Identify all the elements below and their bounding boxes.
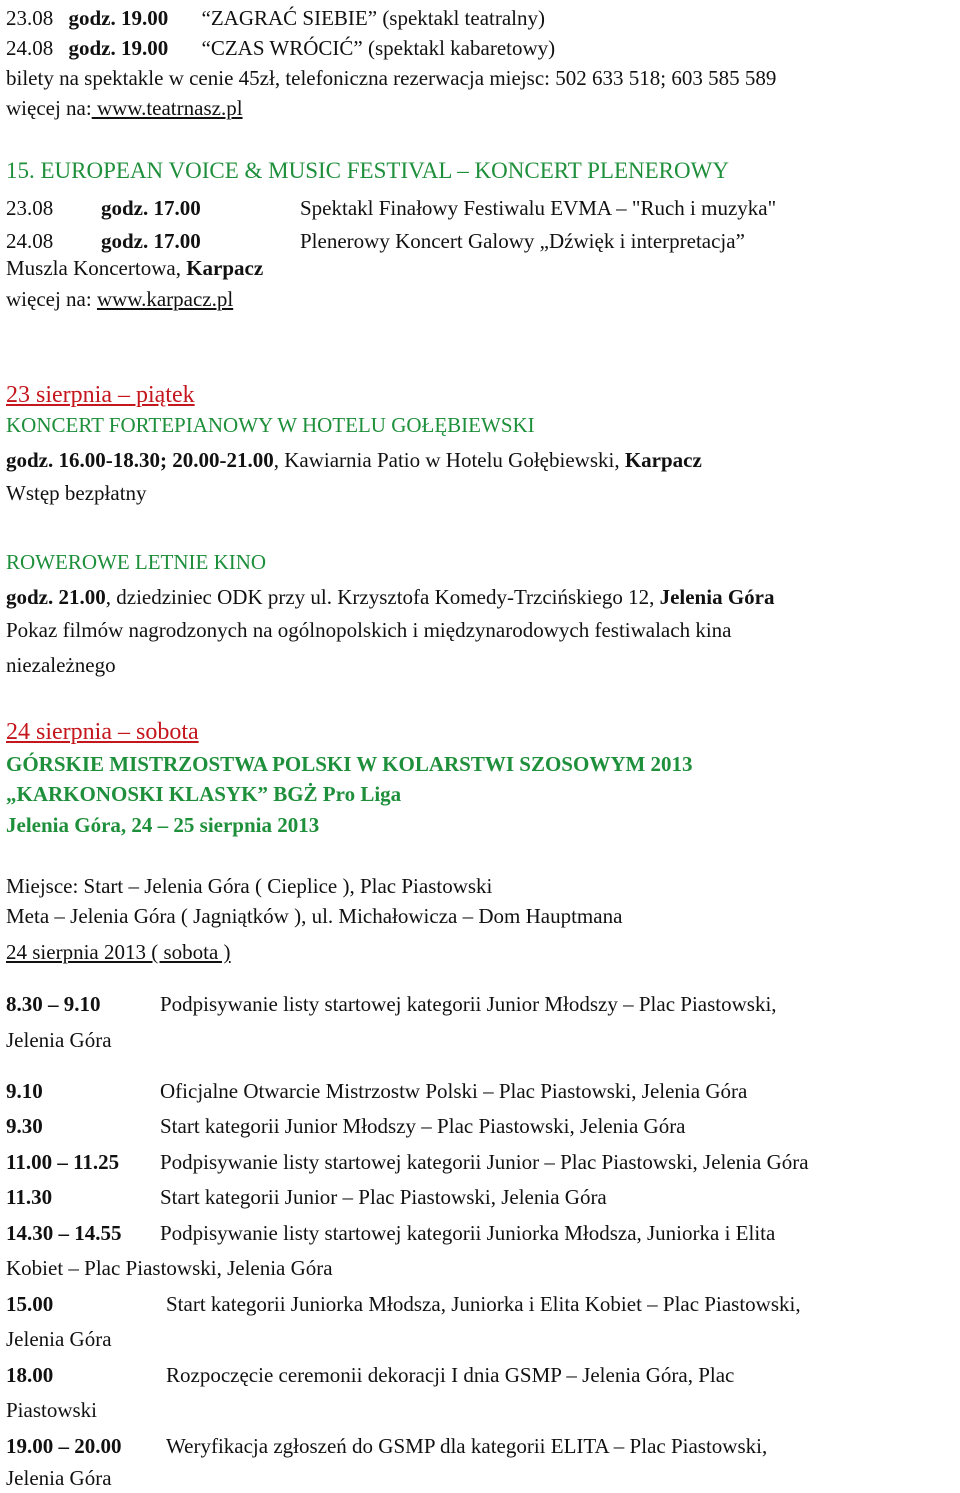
festival-date: 23.08 bbox=[6, 196, 54, 220]
more-label: więcej na: bbox=[6, 287, 97, 311]
schedule-desc: Weryfikacja zgłoszeń do GSMP dla kategorii ELITA – Plac Piastowski, bbox=[166, 1434, 768, 1458]
schedule-desc: Start kategorii Junior Młodszy – Plac Piastowski, Jelenia Góra bbox=[160, 1114, 686, 1138]
schedule-desc-cont: Jelenia Góra bbox=[6, 1327, 112, 1351]
schedule-desc: Rozpoczęcie ceremonii dekoracji I dnia GSMP – Jelenia Góra, Plac bbox=[166, 1363, 735, 1387]
show-time: godz. 19.00 bbox=[68, 6, 169, 30]
festival-venue bbox=[6, 255, 263, 281]
schedule-desc: Podpisywanie listy startowej kategorii Junior – Plac Piastowski, Jelenia Góra bbox=[160, 1150, 809, 1174]
festival-desc: Plenerowy Koncert Galowy „Dźwięk i interpretacja” bbox=[300, 229, 745, 253]
festival-heading: 15. EUROPEAN VOICE & MUSIC FESTIVAL – KONCERT PLENEROWY bbox=[6, 158, 729, 183]
show-row-2 bbox=[6, 35, 555, 61]
venue-name: Muszla Koncertowa, bbox=[6, 256, 187, 280]
schedule-time: 15.00 bbox=[6, 1292, 54, 1316]
show-note: (spektakl kabaretowy) bbox=[367, 36, 556, 60]
concert-entry: Wstęp bezpłatny bbox=[6, 481, 147, 505]
day-24-heading: 24 sierpnia – sobota bbox=[6, 719, 199, 745]
cinema-desc-line-1: Pokaz filmów nagrodzonych na ogólnopolskich i międzynarodowych festiwalach kina bbox=[6, 618, 732, 642]
schedule-time: 9.30 bbox=[6, 1114, 43, 1138]
schedule-desc-cont: Piastowski bbox=[6, 1398, 98, 1422]
schedule-desc: Podpisywanie listy startowej kategorii Juniorka Młodsza, Juniorka i Elita bbox=[160, 1221, 776, 1245]
schedule-desc-cont: Jelenia Góra bbox=[6, 1028, 112, 1052]
schedule-time: 11.00 – 11.25 bbox=[6, 1150, 120, 1174]
day-23-heading: 23 sierpnia – piątek bbox=[6, 382, 195, 408]
festival-more bbox=[6, 286, 233, 312]
festival-time: godz. 17.00 bbox=[101, 229, 201, 253]
schedule-desc: Start kategorii Junior – Plac Piastowski, Jelenia Góra bbox=[160, 1185, 607, 1209]
venue-city: Karpacz bbox=[186, 256, 264, 280]
show-note: (spektakl teatralny) bbox=[382, 6, 545, 30]
karpacz-link[interactable]: www.karpacz.pl bbox=[96, 287, 234, 311]
schedule-time: 19.00 – 20.00 bbox=[6, 1434, 122, 1458]
schedule-time: 8.30 – 9.10 bbox=[6, 992, 101, 1016]
piano-concert-title: KONCERT FORTEPIANOWY W HOTELU GOŁĘBIEWSKI bbox=[6, 413, 535, 437]
festival-desc: Spektakl Finałowy Festiwalu EVMA – "Ruch i muzyka" bbox=[300, 196, 777, 220]
schedule-time: 14.30 – 14.55 bbox=[6, 1221, 122, 1245]
race-title-line-1: GÓRSKIE MISTRZOSTWA POLSKI W KOLARSTWI SZOSOWYM 2013 bbox=[6, 752, 693, 776]
schedule-desc: Start kategorii Juniorka Młodsza, Juniorka i Elita Kobiet – Plac Piastowski, bbox=[166, 1292, 801, 1316]
schedule-time: 18.00 bbox=[6, 1363, 54, 1387]
more-label: więcej na: bbox=[6, 96, 92, 120]
concert-time: godz. 16.00-18.30; 20.00-21.00 bbox=[6, 448, 274, 472]
show-date: 24.08 bbox=[6, 36, 54, 60]
race-date: 24 sierpnia 2013 ( sobota ) bbox=[6, 940, 231, 964]
schedule-time: 9.10 bbox=[6, 1079, 43, 1103]
cinema-time: godz. 21.00 bbox=[6, 585, 106, 609]
cinema-city: Jelenia Góra bbox=[659, 585, 775, 609]
race-start-place: Miejsce: Start – Jelenia Góra ( Cieplice ), Plac Piastowski bbox=[6, 874, 493, 898]
show-date: 23.08 bbox=[6, 6, 54, 30]
show-title: “ZAGRAĆ SIEBIE” bbox=[201, 6, 378, 30]
shows-more bbox=[6, 95, 243, 121]
teatrnasz-link[interactable]: www.teatrnasz.pl bbox=[91, 96, 243, 120]
schedule-desc: Podpisywanie listy startowej kategorii Junior Młodszy – Plac Piastowski, bbox=[160, 992, 777, 1016]
schedule-desc-cont: Jelenia Góra bbox=[6, 1466, 112, 1490]
race-title-line-3: Jelenia Góra, 24 – 25 sierpnia 2013 bbox=[6, 813, 320, 837]
schedule-desc-cont: Kobiet – Plac Piastowski, Jelenia Góra bbox=[6, 1256, 333, 1280]
cinema-title: ROWEROWE LETNIE KINO bbox=[6, 550, 267, 574]
concert-city: Karpacz bbox=[624, 448, 702, 472]
show-title: “CZAS WRÓCIĆ” bbox=[201, 36, 363, 60]
show-row-1 bbox=[6, 5, 545, 31]
concert-place: , Kawiarnia Patio w Hotelu Gołębiewski, bbox=[273, 448, 625, 472]
schedule-desc: Oficjalne Otwarcie Mistrzostw Polski – Plac Piastowski, Jelenia Góra bbox=[160, 1079, 748, 1103]
cinema-place: , dziedziniec ODK przy ul. Krzysztofa Komedy-Trzcińskiego 12, bbox=[105, 585, 660, 609]
festival-time: godz. 17.00 bbox=[101, 196, 201, 220]
show-time: godz. 19.00 bbox=[68, 36, 169, 60]
piano-concert-details bbox=[6, 447, 702, 473]
tickets-info: bilety na spektakle w cenie 45zł, telefoniczna rezerwacja miejsc: 502 633 518; 603 585 589 bbox=[6, 66, 777, 90]
schedule-time: 11.30 bbox=[6, 1185, 53, 1209]
race-title-line-2: „KARKONOSKI KLASYK” BGŻ Pro Liga bbox=[6, 782, 402, 806]
cinema-desc-line-2: niezależnego bbox=[6, 653, 116, 677]
cinema-details bbox=[6, 584, 774, 610]
race-finish-place: Meta – Jelenia Góra ( Jagniątków ), ul. Michałowicza – Dom Hauptmana bbox=[6, 904, 623, 928]
festival-date: 24.08 bbox=[6, 229, 54, 253]
